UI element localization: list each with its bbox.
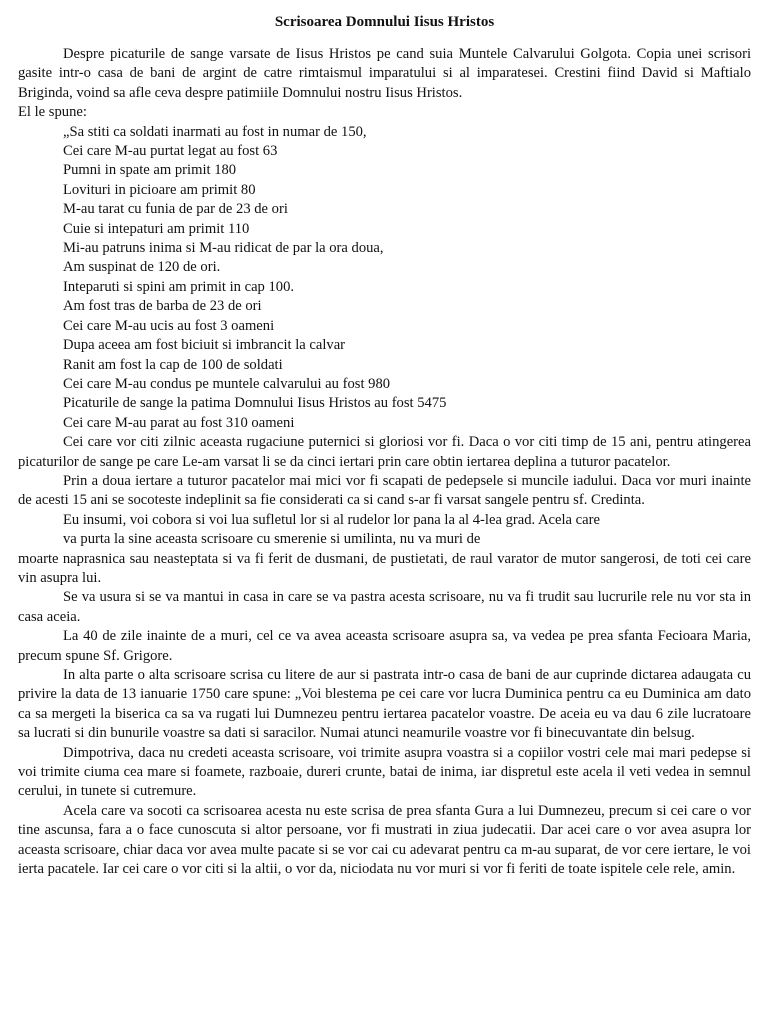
verse-list [18,123,751,434]
document-title: Scrisoarea Domnului Iisus Hristos [274,14,495,30]
verse-line: Cei care M-au purtat legat au fost 63 [63,143,278,160]
body-paragraph: moarte naprasnica sau neasteptata si va fi ferit de dusmani, de pustietati, de raul varator de mutor sangerosi, de toti cei care vin asupra lui. [18,550,751,586]
verse-line: Am suspinat de 120 de ori. [63,259,221,276]
verse-line: Cei care M-au condus pe muntele calvarului au fost 980 [63,375,391,392]
verse-line: Cei care M-au ucis au fost 3 oameni [63,317,275,334]
verse-line: Mi-au patruns inima si M-au ridicat de par la ora doua, [63,240,384,257]
verse-line: Ranit am fost la cap de 100 de soldati [63,356,283,373]
verse-line: „Sa stiti ca soldati inarmati au fost in numar de 150, [63,123,367,140]
body-paragraph: Eu insumi, voi cobora si voi lua sufletul lor si al rudelor lor pana la al 4-lea grad. Acela care [63,511,600,528]
verse-line: Cei care M-au parat au fost 310 oameni [63,414,295,431]
body-paragraph: Cei care vor citi zilnic aceasta rugaciune puternici si gloriosi vor fi. Daca o vor citi timp de 15 ani, pentru atingerea picaturilor de sange pe care Le-am varsat li se da cinci iertari prin care obtin iertarea deplina a tuturor pacatelor. [18,434,751,470]
document-page [18,12,751,879]
body-paragraph: Dimpotriva, daca nu credeti aceasta scrisoare, voi trimite asupra voastra si a copiilor vostri cele mai mari pedepse si voi trimite ciuma cea mare si foamete, razboaie, dureri crunte, batai de inima, iar dispretul este acela il veti vedea in semnul cerului, in tunete si cutremure. [18,744,751,800]
intro-paragraph: Despre picaturile de sange varsate de Iisus Hristos pe cand suia Muntele Calvarului Golgota. Copia unei scrisori gasite intr-o casa de bani de argint de catre rimtaismul imparatului si al imparatesei. Crestini fiind David si Maftialo Briginda, voind sa afle ceva despre patimiile Domnului nostru Iisus Hristos. [18,46,751,101]
verse-line: M-au tarat cu funia de par de 23 de ori [63,201,288,218]
verse-line: Lovituri in picioare am primit 80 [63,181,256,198]
verse-line: Dupa aceea am fost biciuit si imbrancit la calvar [63,337,346,354]
body-paragraph: Se va usura si se va mantui in casa in care se va pastra acesta scrisoare, nu va fi trudit sau lucrurile rele nu vor sta in casa aceia. [18,589,751,625]
verse-line: Cuie si intepaturi am primit 110 [63,220,250,237]
body-paragraph: La 40 de zile inainte de a muri, cel ce va avea aceasta scrisoare asupra sa, va vedea pe prea sfanta Fecioara Maria, precum spune Sf. Grigore. [18,628,751,664]
body-paragraph: Prin a doua iertare a tuturor pacatelor mai mici vor fi scapati de pedepsele si muncile iadului. Daca vor muri inainte de acesti 15 ani se socoteste indeplinit sa fie considerati ca si cand s-ar fi varsat sangele pentru sf. Credinta. [18,472,751,509]
verse-line: Picaturile de sange la patima Domnului Iisus Hristos au fost 5475 [63,395,447,412]
body-paragraph: In alta parte o alta scrisoare scrisa cu litere de aur si pastrata intr-o casa de bani de aur cuprinde dictarea adaugata cu privire la data de 13 ianuarie 1750 care spune: „Voi blestema pe cei care vor lucra Duminica pentru ca eu Duminica am dato ca sa mergeti la biserica ca sa va rugati lui Dumnezeu pentru iertarea pacatelor voastre. De aceia eu va dau 6 zile lucratoare sa lucrati si din bunurile voastre sa dati si saracilor. Numai atunci neamurile voastre vor fi binecuvantate din belsug. [18,667,751,742]
verse-line: Pumni in spate am primit 180 [63,162,237,179]
verse-line: Am fost tras de barba de 23 de ori [63,298,262,315]
body-paragraph-line: va purta la sine aceasta scrisoare cu smerenie si umilinta, nu va muri de [63,531,481,548]
verse-line: Inteparuti si spini am primit in cap 100. [63,278,295,295]
body-paragraph: Acela care va socoti ca scrisoarea acesta nu este scrisa de prea sfanta Gura a lui Dumnezeu, precum si cei care o vor tine ascunsa, fara a o face cunoscuta si altor persoane, vor fi mustrati in ziua judecatii. Dar acei care o vor avea asupra lor aceasta scrisoare, chiar daca vor avea multe pacate si se vor cai cu adevarat pentru ca m-au suparat, de vor cere iertare, le voi ierta pacatele. Iar cei care o vor citi si la altii, o vor da, niciodata nu vor muri si vor fi feriti de toate ispitele cele rele, amin. [18,802,751,878]
he-says-line: El le spune: [18,104,87,121]
